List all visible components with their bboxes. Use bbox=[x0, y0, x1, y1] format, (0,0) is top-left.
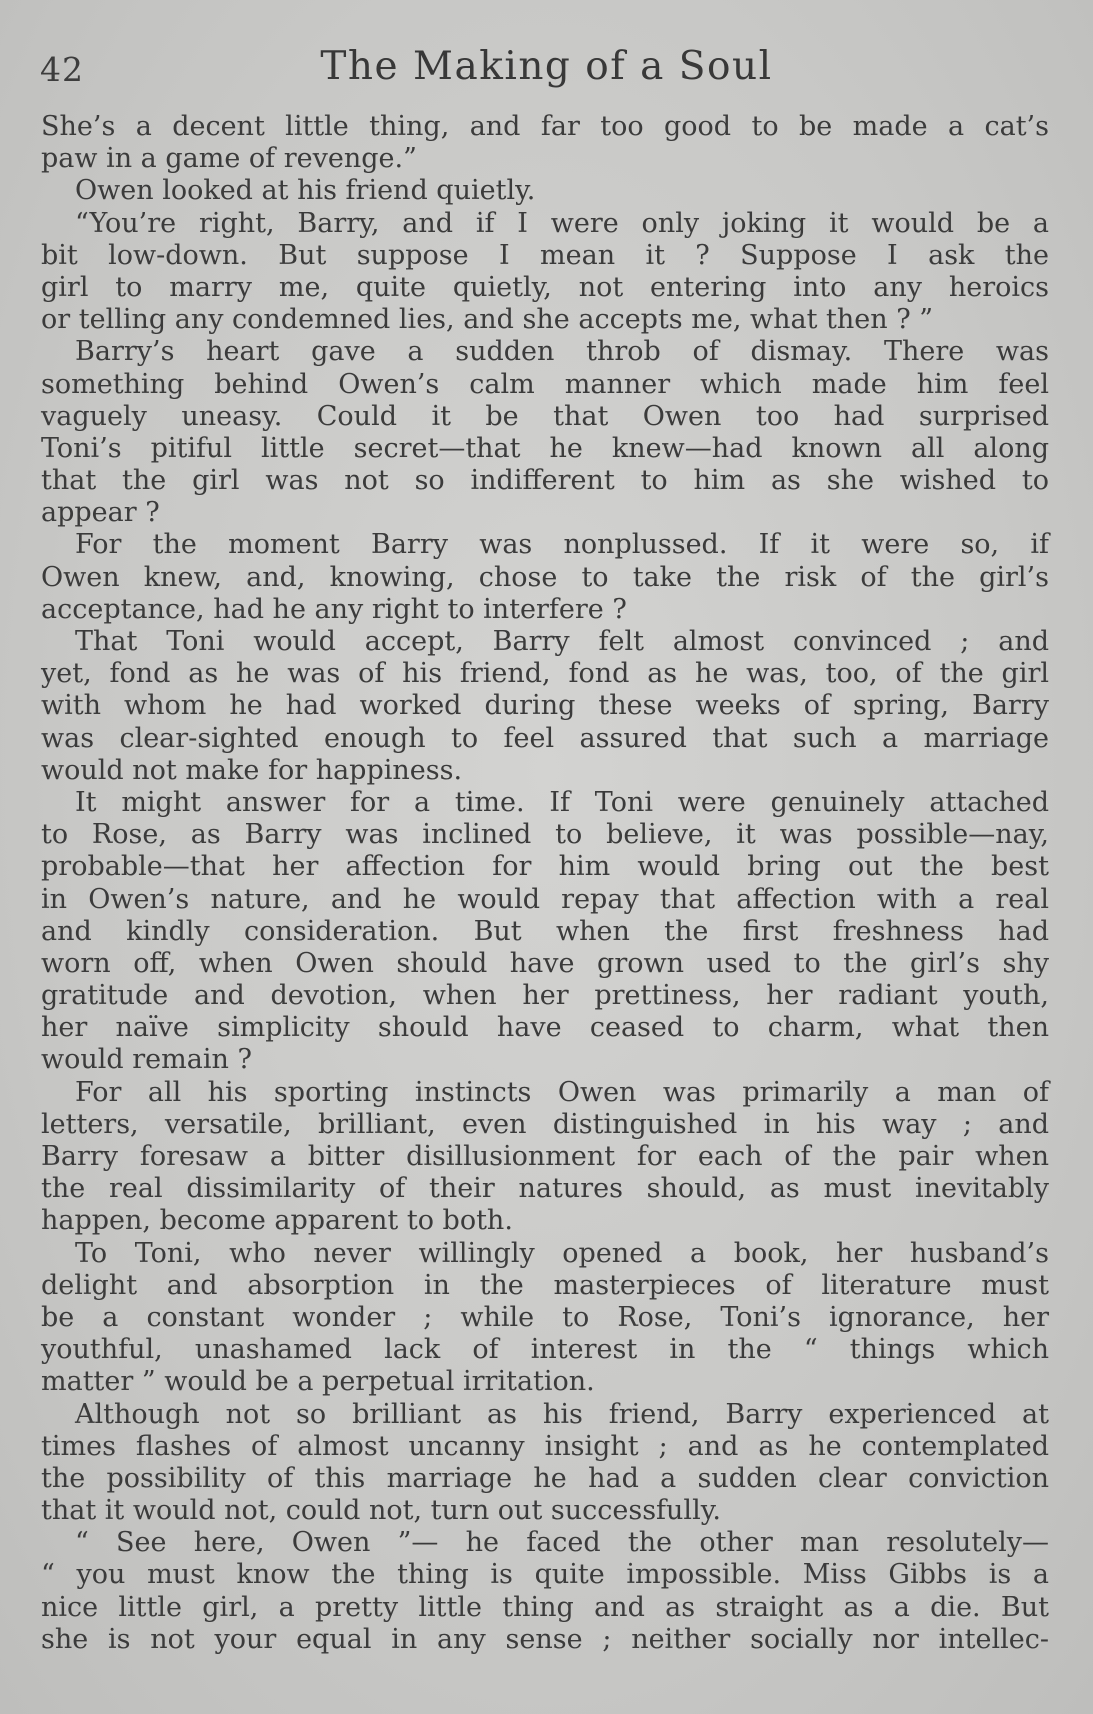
text-line: paw in a game of revenge.” bbox=[41, 143, 417, 175]
text-line: acceptance, had he any right to interfere ? bbox=[41, 593, 627, 625]
text-line: Toni’s pitiful little secret—that he knew—had known all along bbox=[41, 432, 1049, 464]
text-line: She’s a decent little thing, and far too good to be made a cat’s bbox=[41, 111, 1049, 142]
text-line: bit low-down. But suppose I mean it ? Suppose I ask the bbox=[41, 239, 1049, 271]
text-line: that the girl was not so indifferent to him as she wished to bbox=[41, 465, 1049, 497]
text-line: “ See here, Owen ”— he faced the other man resolutely— bbox=[75, 1527, 1049, 1559]
text-line: Barry’s heart gave a sudden throb of dismay. There was bbox=[75, 336, 1049, 368]
text-line: appear ? bbox=[41, 497, 160, 529]
text-line: times flashes of almost uncanny insight ; and as he contemplated bbox=[41, 1430, 1049, 1462]
text-line: It might answer for a time. If Toni were genuinely attached bbox=[75, 786, 1049, 818]
text-line: Owen looked at his friend quietly. bbox=[75, 175, 536, 207]
text-line: in Owen’s nature, and he would repay that affection with a real bbox=[41, 883, 1049, 915]
text-line: the possibility of this marriage he had a sudden clear conviction bbox=[41, 1462, 1049, 1494]
text-line: girl to marry me, quite quietly, not entering into any heroics bbox=[41, 271, 1049, 303]
text-line: That Toni would accept, Barry felt almost convinced ; and bbox=[75, 626, 1049, 657]
text-line: Barry foresaw a bitter disillusionment for each of the pair when bbox=[41, 1141, 1049, 1172]
text-line: vaguely uneasy. Could it be that Owen too had surprised bbox=[41, 400, 1049, 432]
text-line: something behind Owen’s calm manner which made him feel bbox=[41, 368, 1049, 400]
text-line: “You’re right, Barry, and if I were only joking it would be a bbox=[75, 207, 1049, 239]
text-line: would not make for happiness. bbox=[41, 754, 463, 786]
text-line: be a constant wonder ; while to Rose, Toni’s ignorance, her bbox=[41, 1301, 1049, 1333]
text-line: that it would not, could not, turn out successfully. bbox=[41, 1495, 721, 1527]
text-line: the real dissimilarity of their natures should, as must inevitably bbox=[41, 1173, 1049, 1205]
text-line: and kindly consideration. But when the first freshness had bbox=[41, 915, 1049, 947]
running-head bbox=[40, 40, 1053, 92]
text-line: happen, become apparent to both. bbox=[41, 1205, 513, 1237]
text-line: worn off, when Owen should have grown used to the girl’s shy bbox=[41, 947, 1049, 979]
text-line: or telling any condemned lies, and she accepts me, what then ? ” bbox=[41, 304, 934, 336]
text-line: she is not your equal in any sense ; neither socially nor intellec- bbox=[41, 1623, 1049, 1655]
text-line: would remain ? bbox=[41, 1044, 252, 1076]
text-line: probable—that her affection for him would bring out the best bbox=[41, 851, 1049, 883]
text-line: Although not so brilliant as his friend, Barry experienced at bbox=[75, 1398, 1049, 1430]
text-line: Owen knew, and, knowing, chose to take the risk of the girl’s bbox=[41, 561, 1049, 593]
text-line: nice little girl, a pretty little thing and as straight as a die. But bbox=[41, 1591, 1049, 1623]
text-line: For the moment Barry was nonplussed. If it were so, if bbox=[75, 529, 1049, 561]
text-line: was clear-sighted enough to feel assured that such a marriage bbox=[41, 722, 1049, 754]
text-line: “ you must know the thing is quite impossible. Miss Gibbs is a bbox=[41, 1559, 1049, 1591]
text-line: letters, versatile, brilliant, even distinguished in his way ; and bbox=[41, 1108, 1049, 1140]
text-line: her naïve simplicity should have ceased to charm, what then bbox=[41, 1012, 1049, 1044]
text-line: For all his sporting instincts Owen was primarily a man of bbox=[75, 1076, 1049, 1108]
text-line: with whom he had worked during these weeks of spring, Barry bbox=[41, 690, 1049, 722]
text-line: youthful, unashamed lack of interest in the “ things which bbox=[41, 1334, 1049, 1366]
text-line: to Rose, as Barry was inclined to believe, it was possible—nay, bbox=[41, 819, 1049, 851]
text-line: delight and absorption in the masterpieces of literature must bbox=[41, 1269, 1049, 1301]
text-line: To Toni, who never willingly opened a book, her husband’s bbox=[75, 1237, 1049, 1269]
running-title: The Making of a Soul bbox=[320, 44, 773, 89]
body-text bbox=[41, 111, 1049, 1656]
text-line: yet, fond as he was of his friend, fond as he was, too, of the girl bbox=[41, 658, 1049, 690]
text-line: gratitude and devotion, when her prettiness, her radiant youth, bbox=[41, 980, 1049, 1012]
text-line: matter ” would be a perpetual irritation. bbox=[41, 1366, 595, 1398]
page-number: 42 bbox=[40, 50, 84, 89]
